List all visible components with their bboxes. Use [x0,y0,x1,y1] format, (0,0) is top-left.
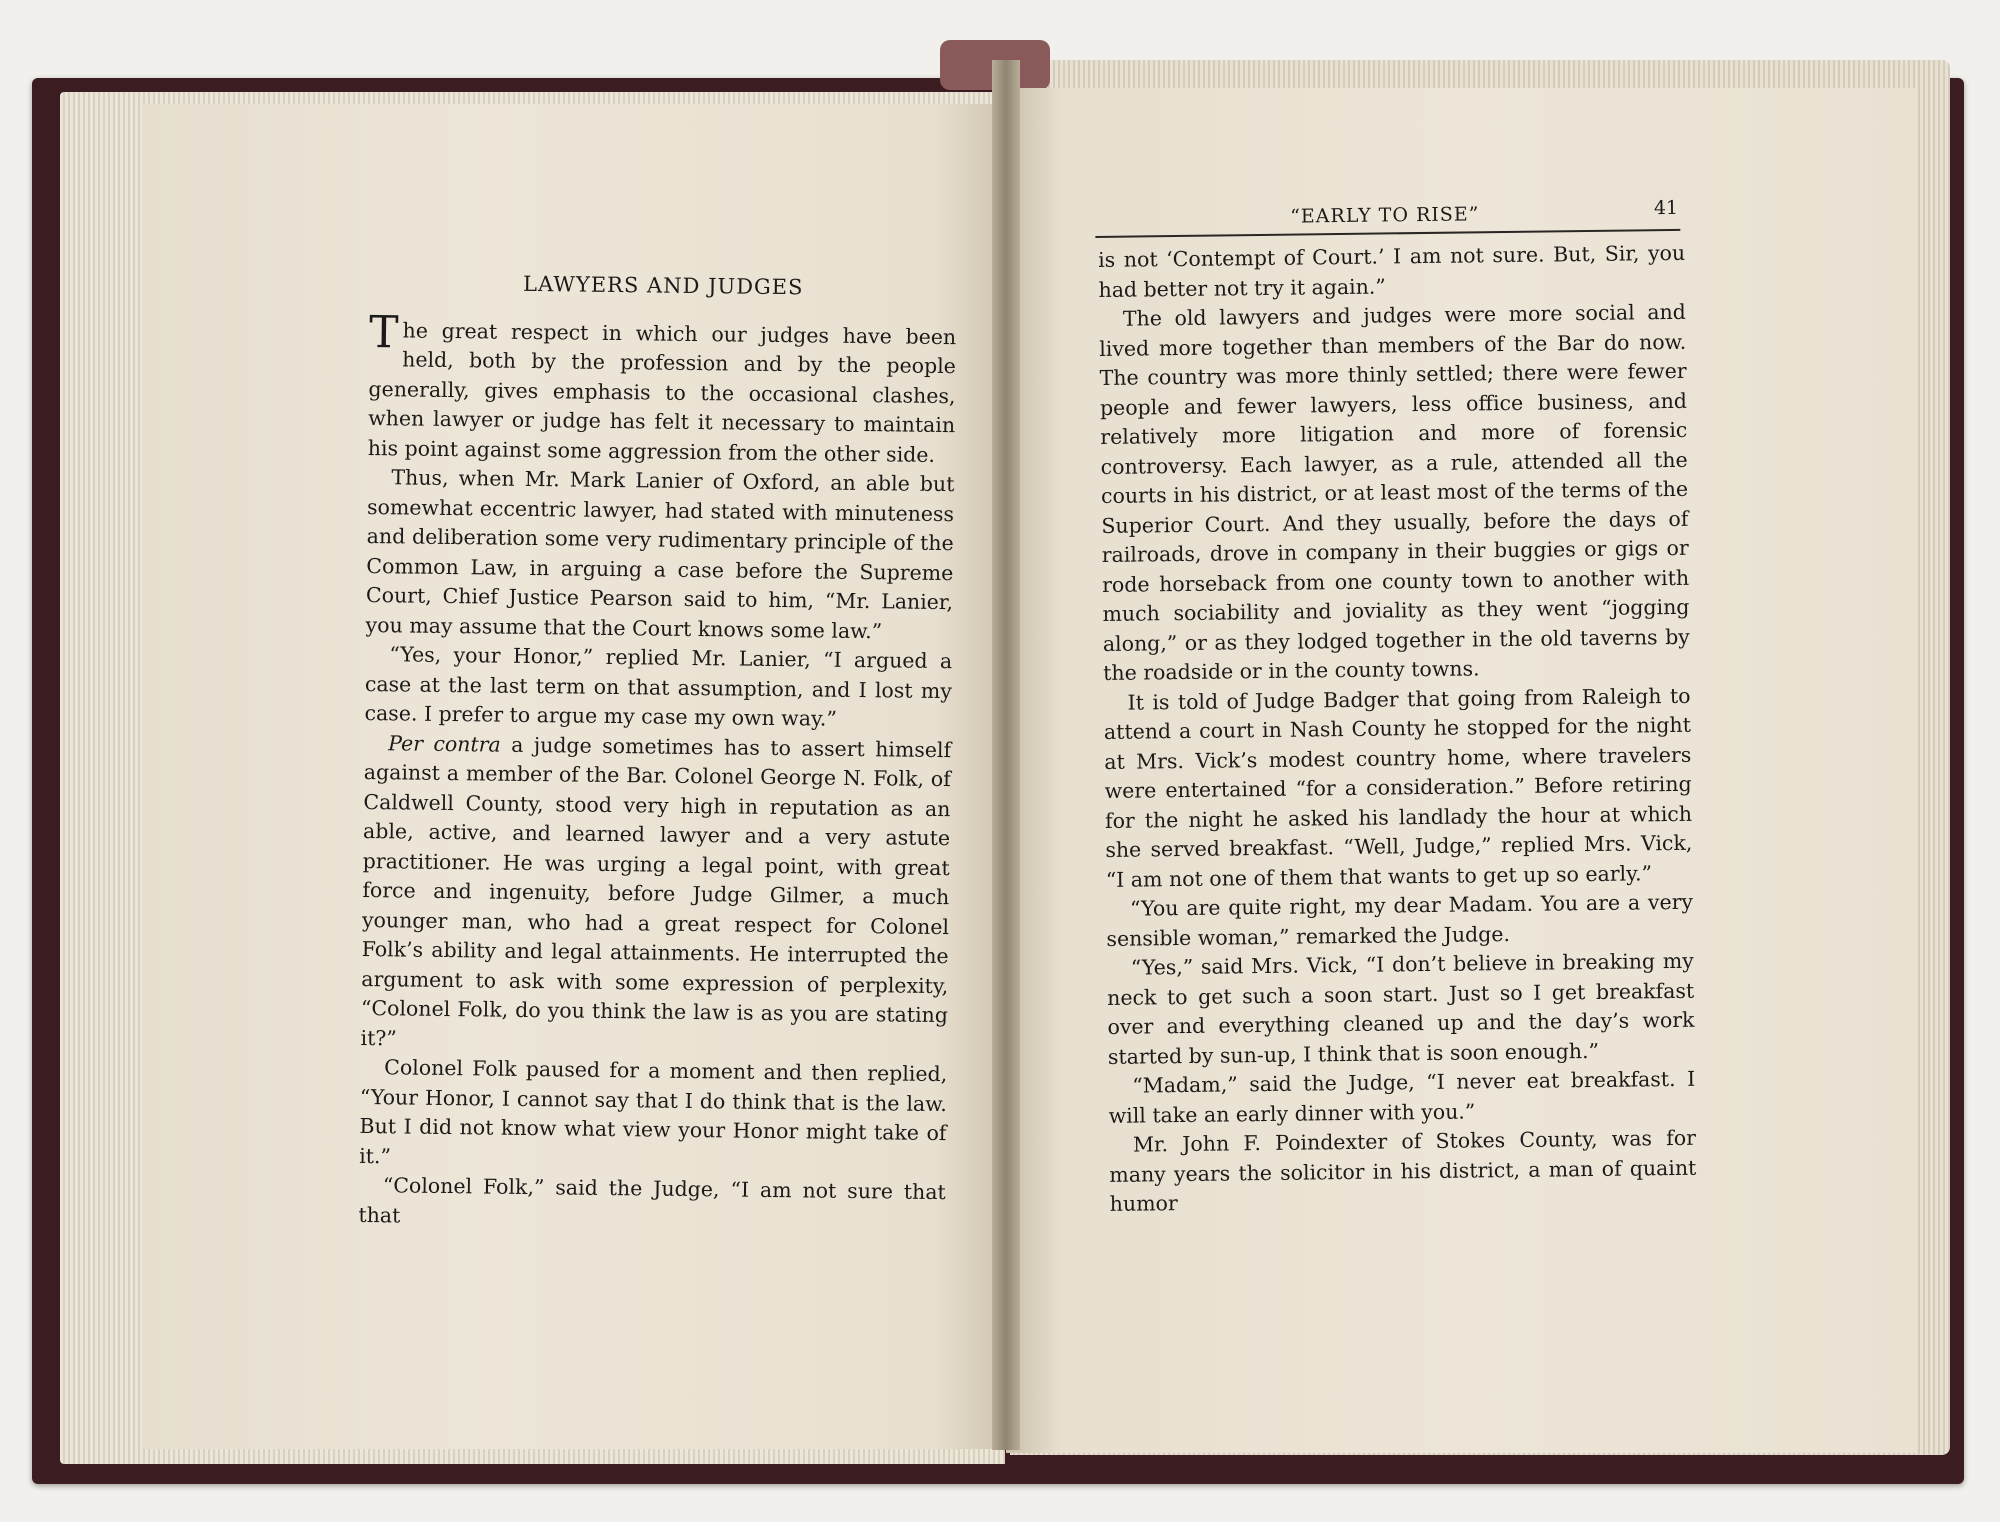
running-head-title: “EARLY TO RISE” [1290,203,1480,228]
italic-lead: Per contra [388,730,501,757]
paragraph: “Colonel Folk,” said the Judge, “I am not sure that that [358,1173,946,1227]
drop-cap: T [368,306,399,358]
paragraph: Thus, when Mr. Mark Lanier of Oxford, an able but somewhat eccentric lawyer, had stated with minuteness and deliberation some very rudimentary principle of the Common Law, in arguing a case before the Supreme Court, Chief Justice Pearson said to him, “Mr. Lanier, you may assume that the Court knows some law.” [365,465,955,643]
right-page-text [1098,239,1697,1220]
paragraph: Per contra a judge sometimes has to assert himself against a member of the Bar. Colonel George N. Folk, of Caldwell County, stood very high in reputation as an able, active, and learned lawyer and a very astute practitioner. He was urging a legal point, with great force and ingenuity, before Judge Gilmer, a much younger man, who had a great respect for Colonel Folk’s ability and legal attainments. He interrupted the argument to ask with some expression of perplexity, “Colonel Folk, do you think the law is as you are stating it?” [360,730,952,1050]
paragraph: is not ‘Contempt of Court.’ I am not sure. But, Sir, you had better not try it again.” [1098,240,1686,302]
paragraph: “You are quite right, my dear Madam. You are a very sensible woman,” remarked the Judge. [1106,889,1694,951]
paragraph: “Madam,” said the Judge, “I never eat breakfast. I will take an early dinner with you.” [1108,1066,1696,1128]
paragraph: The great respect in which our judges have been held, both by the profession and by the people generally, gives emphasis to the occasional clashes, when lawyer or judge has felt it necessary to maintain his point against some aggression from the other side. [367,306,957,467]
paragraph: The old lawyers and judges were more social and lived more together than members of the Bar do now. The country was more thinly settled; there were fewer people and fewer lawyers, less office business, and relatively more litigation and more of forensic controversy. Each lawyer, as a rule, attended all the courts in his district, or at least most of the terms of the Superior Court. And they usually, before the days of railroads, drove in company in their buggies or gigs or rode horseback from one county town to another with much sociability and joviality as they went “jogging along,” or as they lodged together in the old taverns by the roadside or in the county towns. [1099,299,1690,685]
paragraph: Colonel Folk paused for a moment and then replied, “Your Honor, I cannot say that I do think that is the law. But I did not know what view your Honor might take of it.” [359,1055,948,1168]
page-number: 41 [1653,196,1679,220]
paragraph: “Yes, your Honor,” replied Mr. Lanier, “I argued a case at the last term on that assumption, and I lost my case. I prefer to argue my case my own way.” [364,642,953,731]
paragraph: Mr. John F. Poindexter of Stokes County, was for many years the solicitor in his district, a man of quaint humor [1109,1125,1697,1216]
paragraph: “Yes,” said Mrs. Vick, “I don’t believe in breaking my neck to get such a soon start. Just so I get breakfast over and everything cleaned up and the day’s work started by sun-up, I think that is soon enough.” [1107,948,1695,1069]
chapter-title: LAWYERS AND JUDGES [522,271,804,300]
left-page-text [358,268,957,1237]
paragraph: It is told of Judge Badger that going from Raleigh to attend a court in Nash County he stopped for the night at Mrs. Vick’s modest country home, where travelers were entertained “for a consideration.” Before retiring for the night he asked his landlady the hour at which she served breakfast. “Well, Judge,” replied Mrs. Vick, “I am not one of them that wants to get up so early.” [1103,683,1693,892]
book-gutter [992,60,1020,1450]
